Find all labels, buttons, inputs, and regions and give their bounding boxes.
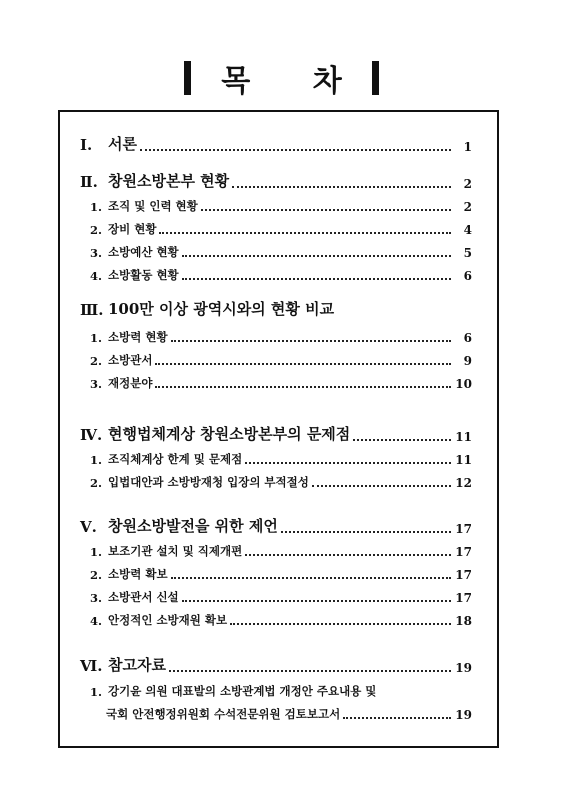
toc-item-5-4[interactable] [90,612,472,628]
leader-dots [245,544,451,556]
toc-section-3[interactable] [80,298,472,319]
item-label: 조직체계상 한계 및 문제점 [108,452,243,466]
item-number: 2. [90,476,103,490]
leader-dots [171,567,451,579]
page-number: 17 [455,522,472,536]
item-number: 1. [90,200,103,214]
title-left-bar [184,61,191,95]
toc-item-5-2[interactable] [90,566,472,582]
section-number: Ⅰ. [80,136,93,154]
item-number: 4. [90,269,103,283]
leader-dots [353,429,451,441]
item-number: 4. [90,614,103,628]
item-label: 입법대안과 소방방재청 입장의 부적절성 [108,475,309,489]
leader-dots [182,590,451,602]
page-number: 2 [463,200,472,214]
item-number: 2. [90,223,103,237]
toc-item-3-3[interactable] [90,375,472,391]
leader-dots [140,139,451,151]
toc-item-5-3[interactable] [90,589,472,605]
section-label: 서론 [108,135,137,153]
section-label: 현행법체계상 창원소방본부의 문제점 [108,425,351,443]
page-number: 4 [463,223,472,237]
page-number: 11 [455,453,472,467]
leader-dots [312,475,451,487]
title-text: 목 차 [221,64,368,99]
item-number: 1. [90,685,103,699]
page-number: 17 [455,545,472,559]
item-label: 강기윤 의원 대표발의 소방관계법 개정안 주요내용 및 [108,684,377,698]
item-label: 소방관서 신설 [108,590,179,604]
title-right-bar [372,61,379,95]
leader-dots [182,245,451,257]
leader-dots [169,660,451,672]
page-number: 12 [455,476,472,490]
toc-item-2-4[interactable] [90,267,472,283]
section-number: Ⅵ. [80,657,103,675]
leader-dots [159,222,451,234]
leader-dots [201,199,451,211]
page-number: 18 [455,614,472,628]
toc-section-5[interactable] [80,515,472,536]
item-label: 장비 현황 [108,222,157,236]
leader-dots [232,176,451,188]
leader-dots [171,330,451,342]
toc-item-6-1[interactable] [90,683,472,699]
leader-dots [155,353,451,365]
page-number: 17 [455,591,472,605]
toc-section-2[interactable] [80,170,472,191]
page-number: 19 [455,708,472,722]
section-number: Ⅲ. [80,301,104,319]
item-label: 소방관서 [108,353,153,367]
item-label: 보조기관 설치 및 직제개편 [108,544,243,558]
item-number: 2. [90,568,103,582]
toc-section-1[interactable] [80,133,472,154]
section-label: 창원소방발전을 위한 제언 [108,517,278,535]
leader-dots [245,452,451,464]
item-number: 3. [90,377,103,391]
page-number: 19 [455,661,472,675]
section-number: Ⅱ. [80,173,98,191]
item-number: 3. [90,246,103,260]
section-label: 참고자료 [108,656,166,674]
toc-item-3-2[interactable] [90,352,472,368]
toc-item-2-3[interactable] [90,244,472,260]
section-label: 100만 이상 광역시와의 현황 비교 [108,300,335,318]
item-label: 안정적인 소방재원 확보 [108,613,228,627]
section-number: Ⅳ. [80,426,103,444]
item-number: 2. [90,354,103,368]
page-number: 6 [463,331,472,345]
item-label: 소방활동 현황 [108,268,179,282]
section-number: Ⅴ. [80,518,97,536]
page-number: 1 [463,140,472,154]
page-number: 17 [455,568,472,582]
item-label: 조직 및 인력 현황 [108,199,198,213]
item-number: 1. [90,331,103,345]
page-number: 11 [455,430,472,444]
leader-dots [343,707,451,719]
page-number: 2 [463,177,472,191]
leader-dots [230,613,451,625]
toc-item-2-2[interactable] [90,221,472,237]
item-label: 소방력 현황 [108,330,168,344]
leader-dots [155,376,451,388]
item-label-continued: 국회 안전행정위원회 수석전문위원 검토보고서 [106,707,341,721]
page-number: 6 [463,269,472,283]
toc-section-6[interactable] [80,654,472,675]
item-number: 1. [90,453,103,467]
toc-item-5-1[interactable] [90,543,472,559]
page-number: 10 [455,377,472,391]
toc-item-4-1[interactable] [90,451,472,467]
item-label: 소방예산 현황 [108,245,179,259]
item-label: 소방력 확보 [108,567,168,581]
page-title [0,56,563,100]
section-label: 창원소방본부 현황 [108,172,230,190]
page-number: 5 [463,246,472,260]
toc-item-2-1[interactable] [90,198,472,214]
item-label: 재정분야 [108,376,153,390]
toc-item-4-2[interactable] [90,474,472,490]
toc-section-4[interactable] [80,423,472,444]
page-number: 9 [463,354,472,368]
item-number: 1. [90,545,103,559]
leader-dots [281,521,451,533]
leader-dots [182,268,451,280]
item-number: 3. [90,591,103,605]
toc-item-6-1-continued[interactable] [106,706,472,722]
toc-item-3-1[interactable] [90,329,472,345]
